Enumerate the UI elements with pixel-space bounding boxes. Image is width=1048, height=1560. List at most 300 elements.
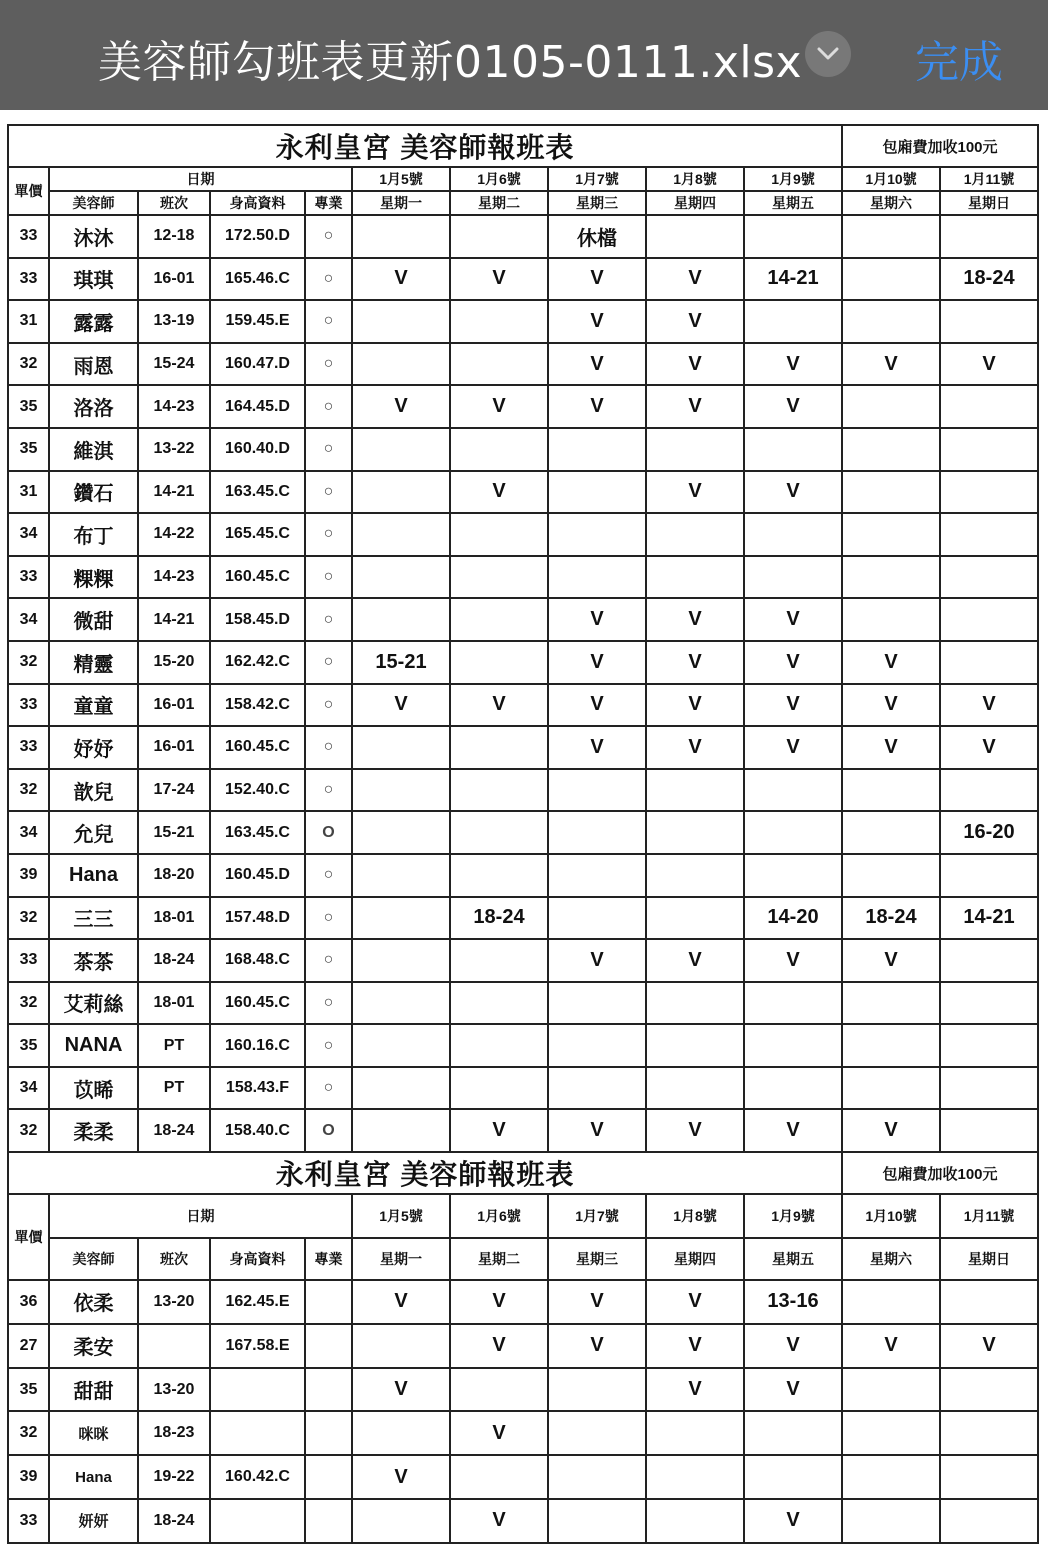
header-therapist[interactable]: 美容師 (49, 191, 138, 215)
schedule-cell[interactable] (842, 769, 940, 812)
shift-cell[interactable]: 16-01 (138, 258, 210, 301)
schedule-cell[interactable]: V (842, 641, 940, 684)
schedule-cell[interactable] (352, 769, 450, 812)
pro-cell[interactable] (305, 1324, 352, 1368)
therapist-name-cell[interactable]: 三三 (49, 897, 138, 940)
schedule-cell[interactable] (450, 513, 548, 556)
shift-cell[interactable]: 16-01 (138, 684, 210, 727)
price-cell[interactable]: 33 (8, 1499, 49, 1543)
therapist-name-cell[interactable]: 艾莉絲 (49, 982, 138, 1025)
schedule-cell[interactable] (744, 1455, 842, 1499)
schedule-cell[interactable]: V (450, 684, 548, 727)
schedule-cell[interactable]: 14-21 (940, 897, 1038, 940)
stats-cell[interactable]: 162.42.C (210, 641, 305, 684)
pro-cell[interactable] (305, 1499, 352, 1543)
header-day-date[interactable]: 1月7號 (548, 1194, 646, 1238)
table-row[interactable] (8, 769, 1038, 812)
therapist-name-cell[interactable]: 布丁 (49, 513, 138, 556)
pro-cell[interactable]: ○ (305, 854, 352, 897)
schedule-cell[interactable]: 13-16 (744, 1280, 842, 1324)
schedule-cell[interactable] (352, 1411, 450, 1455)
header-therapist[interactable]: 美容師 (49, 1238, 138, 1280)
table-row[interactable] (8, 343, 1038, 386)
therapist-name-cell[interactable]: 柔安 (49, 1324, 138, 1368)
header-weekday[interactable]: 星期六 (842, 191, 940, 215)
pro-cell[interactable]: O (305, 811, 352, 854)
schedule-cell[interactable]: V (352, 1280, 450, 1324)
price-cell[interactable]: 35 (8, 1368, 49, 1412)
header-stats[interactable]: 身高資料 (210, 1238, 305, 1280)
header-price[interactable]: 單價 (8, 167, 49, 215)
table-row[interactable] (8, 726, 1038, 769)
pro-cell[interactable]: ○ (305, 1067, 352, 1110)
pro-cell[interactable]: ○ (305, 385, 352, 428)
schedule-cell[interactable] (842, 556, 940, 599)
schedule-cell[interactable] (352, 343, 450, 386)
schedule-cell[interactable] (842, 385, 940, 428)
schedule-cell[interactable] (940, 1109, 1038, 1152)
schedule-cell[interactable] (940, 641, 1038, 684)
stats-cell[interactable]: 163.45.C (210, 811, 305, 854)
schedule-cell[interactable]: V (646, 343, 744, 386)
pro-cell[interactable] (305, 1280, 352, 1324)
schedule-cell[interactable]: V (450, 1324, 548, 1368)
schedule-cell[interactable] (646, 769, 744, 812)
table-row[interactable] (8, 471, 1038, 514)
table-row[interactable] (8, 1024, 1038, 1067)
stats-cell[interactable] (210, 1499, 305, 1543)
stats-cell[interactable]: 160.47.D (210, 343, 305, 386)
schedule-cell[interactable] (450, 726, 548, 769)
schedule-cell[interactable]: 14-21 (744, 258, 842, 301)
header-day-date[interactable]: 1月8號 (646, 1194, 744, 1238)
schedule-cell[interactable]: V (646, 258, 744, 301)
shift-cell[interactable]: 18-24 (138, 1499, 210, 1543)
schedule-cell[interactable] (940, 598, 1038, 641)
schedule-cell[interactable] (450, 556, 548, 599)
shift-cell[interactable]: 18-23 (138, 1411, 210, 1455)
schedule-cell[interactable] (842, 598, 940, 641)
price-cell[interactable]: 33 (8, 684, 49, 727)
schedule-cell[interactable] (450, 1024, 548, 1067)
sheet-title[interactable]: 永利皇宮 美容師報班表 (8, 1152, 842, 1194)
shift-cell[interactable]: 15-20 (138, 641, 210, 684)
schedule-cell[interactable] (842, 854, 940, 897)
stats-cell[interactable]: 172.50.D (210, 215, 305, 258)
price-cell[interactable]: 33 (8, 939, 49, 982)
stats-cell[interactable]: 160.45.C (210, 556, 305, 599)
stats-cell[interactable]: 158.45.D (210, 598, 305, 641)
schedule-cell[interactable] (646, 1455, 744, 1499)
schedule-cell[interactable] (842, 1067, 940, 1110)
schedule-cell[interactable]: 休檔 (548, 215, 646, 258)
schedule-cell[interactable] (842, 1280, 940, 1324)
schedule-cell[interactable] (940, 1024, 1038, 1067)
therapist-name-cell[interactable]: 苡晞 (49, 1067, 138, 1110)
table-row[interactable] (8, 300, 1038, 343)
schedule-cell[interactable] (744, 1067, 842, 1110)
schedule-cell[interactable]: V (646, 598, 744, 641)
schedule-cell[interactable]: V (450, 385, 548, 428)
schedule-cell[interactable] (548, 1499, 646, 1543)
schedule-cell[interactable] (842, 1455, 940, 1499)
fee-note[interactable]: 包廂費加收100元 (842, 1152, 1038, 1194)
schedule-cell[interactable]: V (450, 258, 548, 301)
schedule-cell[interactable] (548, 513, 646, 556)
schedule-cell[interactable] (450, 343, 548, 386)
schedule-cell[interactable] (842, 811, 940, 854)
schedule-cell[interactable] (352, 897, 450, 940)
header-day-date[interactable]: 1月9號 (744, 167, 842, 191)
pro-cell[interactable] (305, 1455, 352, 1499)
header-stats[interactable]: 身高資料 (210, 191, 305, 215)
table-row[interactable] (8, 215, 1038, 258)
price-cell[interactable]: 33 (8, 258, 49, 301)
schedule-cell[interactable]: V (548, 300, 646, 343)
schedule-cell[interactable] (940, 769, 1038, 812)
schedule-cell[interactable]: V (842, 726, 940, 769)
table-row[interactable] (8, 811, 1038, 854)
table-row[interactable] (8, 1109, 1038, 1152)
schedule-cell[interactable]: V (646, 1368, 744, 1412)
pro-cell[interactable]: ○ (305, 556, 352, 599)
schedule-cell[interactable]: V (940, 1324, 1038, 1368)
shift-cell[interactable]: 13-22 (138, 428, 210, 471)
schedule-cell[interactable] (940, 556, 1038, 599)
header-day-date[interactable]: 1月10號 (842, 1194, 940, 1238)
schedule-cell[interactable] (352, 556, 450, 599)
schedule-cell[interactable] (940, 1280, 1038, 1324)
schedule-cell[interactable] (842, 215, 940, 258)
stats-cell[interactable]: 157.48.D (210, 897, 305, 940)
therapist-name-cell[interactable]: 露露 (49, 300, 138, 343)
therapist-name-cell[interactable]: 維淇 (49, 428, 138, 471)
schedule-cell[interactable]: V (940, 684, 1038, 727)
table-row[interactable] (8, 641, 1038, 684)
schedule-cell[interactable] (646, 897, 744, 940)
schedule-cell[interactable]: V (744, 385, 842, 428)
schedule-cell[interactable]: V (744, 471, 842, 514)
table-row[interactable] (8, 428, 1038, 471)
stats-cell[interactable]: 168.48.C (210, 939, 305, 982)
schedule-cell[interactable] (450, 598, 548, 641)
shift-cell[interactable]: PT (138, 1024, 210, 1067)
schedule-cell[interactable] (744, 428, 842, 471)
therapist-name-cell[interactable]: Hana (49, 1455, 138, 1499)
schedule-cell[interactable] (940, 300, 1038, 343)
therapist-name-cell[interactable]: 洛洛 (49, 385, 138, 428)
schedule-cell[interactable] (352, 1024, 450, 1067)
schedule-cell[interactable]: V (352, 258, 450, 301)
table-row[interactable] (8, 1411, 1038, 1455)
schedule-cell[interactable]: 16-20 (940, 811, 1038, 854)
schedule-cell[interactable]: V (450, 1499, 548, 1543)
pro-cell[interactable]: ○ (305, 343, 352, 386)
schedule-cell[interactable] (940, 1499, 1038, 1543)
therapist-name-cell[interactable]: 柔柔 (49, 1109, 138, 1152)
schedule-cell[interactable]: V (744, 726, 842, 769)
therapist-name-cell[interactable]: 童童 (49, 684, 138, 727)
pro-cell[interactable]: ○ (305, 598, 352, 641)
schedule-cell[interactable] (646, 1024, 744, 1067)
pro-cell[interactable]: ○ (305, 513, 352, 556)
table-row[interactable] (8, 684, 1038, 727)
price-cell[interactable]: 35 (8, 428, 49, 471)
schedule-cell[interactable] (744, 300, 842, 343)
schedule-cell[interactable]: V (842, 343, 940, 386)
schedule-cell[interactable] (744, 1024, 842, 1067)
pro-cell[interactable]: ○ (305, 897, 352, 940)
price-cell[interactable]: 33 (8, 215, 49, 258)
pro-cell[interactable] (305, 1411, 352, 1455)
schedule-cell[interactable] (548, 811, 646, 854)
schedule-cell[interactable] (646, 811, 744, 854)
stats-cell[interactable]: 165.46.C (210, 258, 305, 301)
schedule-cell[interactable]: 14-20 (744, 897, 842, 940)
table-row[interactable] (8, 556, 1038, 599)
schedule-cell[interactable] (450, 982, 548, 1025)
schedule-cell[interactable]: V (646, 726, 744, 769)
schedule-cell[interactable] (940, 471, 1038, 514)
schedule-cell[interactable] (842, 428, 940, 471)
price-cell[interactable]: 34 (8, 598, 49, 641)
stats-cell[interactable]: 160.42.C (210, 1455, 305, 1499)
schedule-cell[interactable]: V (548, 641, 646, 684)
therapist-name-cell[interactable]: 精靈 (49, 641, 138, 684)
schedule-cell[interactable] (352, 513, 450, 556)
shift-cell[interactable]: 18-01 (138, 982, 210, 1025)
pro-cell[interactable]: ○ (305, 939, 352, 982)
schedule-cell[interactable] (352, 982, 450, 1025)
stats-cell[interactable]: 158.40.C (210, 1109, 305, 1152)
schedule-cell[interactable] (352, 1499, 450, 1543)
schedule-cell[interactable] (646, 854, 744, 897)
table-row[interactable] (8, 854, 1038, 897)
table-row[interactable] (8, 598, 1038, 641)
schedule-cell[interactable]: V (744, 1368, 842, 1412)
schedule-cell[interactable] (450, 769, 548, 812)
schedule-cell[interactable]: V (646, 385, 744, 428)
therapist-name-cell[interactable]: 微甜 (49, 598, 138, 641)
shift-cell[interactable]: 14-21 (138, 471, 210, 514)
schedule-cell[interactable] (842, 258, 940, 301)
header-weekday[interactable]: 星期二 (450, 1238, 548, 1280)
schedule-cell[interactable] (548, 982, 646, 1025)
header-date[interactable]: 日期 (49, 1194, 352, 1238)
table-row[interactable] (8, 513, 1038, 556)
table-row[interactable] (8, 982, 1038, 1025)
schedule-cell[interactable] (940, 215, 1038, 258)
header-day-date[interactable]: 1月8號 (646, 167, 744, 191)
shift-cell[interactable]: 15-21 (138, 811, 210, 854)
schedule-cell[interactable] (352, 300, 450, 343)
schedule-cell[interactable] (548, 1024, 646, 1067)
schedule-cell[interactable] (646, 1499, 744, 1543)
schedule-cell[interactable] (352, 939, 450, 982)
header-weekday[interactable]: 星期三 (548, 191, 646, 215)
header-weekday[interactable]: 星期四 (646, 1238, 744, 1280)
shift-cell[interactable]: 17-24 (138, 769, 210, 812)
schedule-cell[interactable] (548, 428, 646, 471)
therapist-name-cell[interactable]: 妤妤 (49, 726, 138, 769)
schedule-cell[interactable] (548, 1067, 646, 1110)
price-cell[interactable]: 34 (8, 513, 49, 556)
shift-cell[interactable]: 18-24 (138, 939, 210, 982)
schedule-cell[interactable] (352, 598, 450, 641)
price-cell[interactable]: 39 (8, 854, 49, 897)
schedule-cell[interactable] (842, 1024, 940, 1067)
header-shift[interactable]: 班次 (138, 1238, 210, 1280)
schedule-cell[interactable] (646, 513, 744, 556)
file-menu-button[interactable] (805, 31, 851, 77)
price-cell[interactable]: 32 (8, 1411, 49, 1455)
schedule-cell[interactable] (450, 1368, 548, 1412)
schedule-cell[interactable] (744, 982, 842, 1025)
pro-cell[interactable]: ○ (305, 258, 352, 301)
schedule-cell[interactable] (842, 300, 940, 343)
schedule-cell[interactable]: V (352, 1455, 450, 1499)
table-row[interactable] (8, 897, 1038, 940)
schedule-cell[interactable]: V (548, 726, 646, 769)
schedule-cell[interactable]: V (744, 1109, 842, 1152)
spreadsheet[interactable] (7, 124, 1039, 1544)
schedule-cell[interactable] (352, 428, 450, 471)
pro-cell[interactable]: ○ (305, 1024, 352, 1067)
schedule-cell[interactable]: V (646, 471, 744, 514)
header-day-date[interactable]: 1月5號 (352, 167, 450, 191)
price-cell[interactable]: 35 (8, 1024, 49, 1067)
schedule-cell[interactable]: 18-24 (940, 258, 1038, 301)
schedule-cell[interactable]: V (352, 1368, 450, 1412)
stats-cell[interactable]: 162.45.E (210, 1280, 305, 1324)
schedule-cell[interactable]: V (548, 1280, 646, 1324)
pro-cell[interactable]: ○ (305, 300, 352, 343)
schedule-cell[interactable]: V (940, 343, 1038, 386)
table-row[interactable] (8, 1499, 1038, 1543)
stats-cell[interactable]: 160.16.C (210, 1024, 305, 1067)
schedule-cell[interactable]: V (450, 1109, 548, 1152)
shift-cell[interactable]: PT (138, 1067, 210, 1110)
schedule-cell[interactable]: V (646, 1280, 744, 1324)
therapist-name-cell[interactable]: 沐沐 (49, 215, 138, 258)
price-cell[interactable]: 32 (8, 641, 49, 684)
schedule-cell[interactable] (842, 513, 940, 556)
shift-cell[interactable]: 15-24 (138, 343, 210, 386)
shift-cell[interactable]: 13-20 (138, 1280, 210, 1324)
schedule-cell[interactable] (842, 982, 940, 1025)
shift-cell[interactable]: 16-01 (138, 726, 210, 769)
table-row[interactable] (8, 1324, 1038, 1368)
header-weekday[interactable]: 星期日 (940, 1238, 1038, 1280)
schedule-cell[interactable] (352, 1109, 450, 1152)
price-cell[interactable]: 34 (8, 1067, 49, 1110)
schedule-cell[interactable]: V (744, 1499, 842, 1543)
pro-cell[interactable]: ○ (305, 684, 352, 727)
therapist-name-cell[interactable]: 茶茶 (49, 939, 138, 982)
schedule-cell[interactable]: V (646, 1109, 744, 1152)
pro-cell[interactable]: ○ (305, 428, 352, 471)
schedule-cell[interactable]: V (744, 641, 842, 684)
schedule-cell[interactable] (548, 897, 646, 940)
therapist-name-cell[interactable]: Hana (49, 854, 138, 897)
header-day-date[interactable]: 1月5號 (352, 1194, 450, 1238)
schedule-cell[interactable] (548, 1455, 646, 1499)
done-button[interactable]: 完成 (915, 37, 1003, 88)
schedule-cell[interactable]: V (646, 300, 744, 343)
schedule-cell[interactable] (450, 300, 548, 343)
schedule-cell[interactable] (842, 1411, 940, 1455)
shift-cell[interactable]: 14-23 (138, 556, 210, 599)
pro-cell[interactable]: ○ (305, 471, 352, 514)
schedule-cell[interactable] (940, 1455, 1038, 1499)
stats-cell[interactable]: 163.45.C (210, 471, 305, 514)
stats-cell[interactable]: 158.43.F (210, 1067, 305, 1110)
header-pro[interactable]: 專業 (305, 1238, 352, 1280)
table-row[interactable] (8, 939, 1038, 982)
schedule-cell[interactable] (548, 471, 646, 514)
schedule-cell[interactable]: V (352, 385, 450, 428)
fee-note[interactable]: 包廂費加收100元 (842, 125, 1038, 167)
shift-cell[interactable]: 18-20 (138, 854, 210, 897)
stats-cell[interactable]: 158.42.C (210, 684, 305, 727)
header-weekday[interactable]: 星期二 (450, 191, 548, 215)
price-cell[interactable]: 39 (8, 1455, 49, 1499)
schedule-cell[interactable] (646, 428, 744, 471)
shift-cell[interactable]: 12-18 (138, 215, 210, 258)
schedule-cell[interactable] (646, 1067, 744, 1110)
price-cell[interactable]: 27 (8, 1324, 49, 1368)
schedule-cell[interactable]: V (646, 1324, 744, 1368)
schedule-cell[interactable]: V (646, 684, 744, 727)
shift-cell[interactable]: 13-20 (138, 1368, 210, 1412)
shift-cell[interactable]: 13-19 (138, 300, 210, 343)
header-day-date[interactable]: 1月6號 (450, 1194, 548, 1238)
price-cell[interactable]: 33 (8, 556, 49, 599)
schedule-cell[interactable]: V (548, 598, 646, 641)
schedule-cell[interactable] (940, 982, 1038, 1025)
stats-cell[interactable]: 164.45.D (210, 385, 305, 428)
schedule-cell[interactable] (646, 982, 744, 1025)
header-pro[interactable]: 專業 (305, 191, 352, 215)
header-day-date[interactable]: 1月9號 (744, 1194, 842, 1238)
schedule-cell[interactable] (450, 1455, 548, 1499)
schedule-cell[interactable] (548, 769, 646, 812)
schedule-cell[interactable] (940, 428, 1038, 471)
schedule-cell[interactable] (842, 1368, 940, 1412)
stats-cell[interactable]: 160.40.D (210, 428, 305, 471)
schedule-cell[interactable] (842, 471, 940, 514)
table-row[interactable] (8, 1368, 1038, 1412)
schedule-cell[interactable] (646, 556, 744, 599)
shift-cell[interactable]: 14-22 (138, 513, 210, 556)
price-cell[interactable]: 32 (8, 982, 49, 1025)
schedule-cell[interactable]: 15-21 (352, 641, 450, 684)
therapist-name-cell[interactable]: 甜甜 (49, 1368, 138, 1412)
schedule-cell[interactable]: V (744, 684, 842, 727)
schedule-cell[interactable]: V (744, 1324, 842, 1368)
schedule-cell[interactable]: V (744, 939, 842, 982)
schedule-cell[interactable] (450, 811, 548, 854)
price-cell[interactable]: 36 (8, 1280, 49, 1324)
table-row[interactable] (8, 1067, 1038, 1110)
header-weekday[interactable]: 星期五 (744, 191, 842, 215)
schedule-cell[interactable]: V (842, 684, 940, 727)
schedule-cell[interactable]: 18-24 (450, 897, 548, 940)
stats-cell[interactable]: 167.58.E (210, 1324, 305, 1368)
shift-cell[interactable]: 18-01 (138, 897, 210, 940)
schedule-cell[interactable] (352, 854, 450, 897)
schedule-cell[interactable]: V (744, 598, 842, 641)
